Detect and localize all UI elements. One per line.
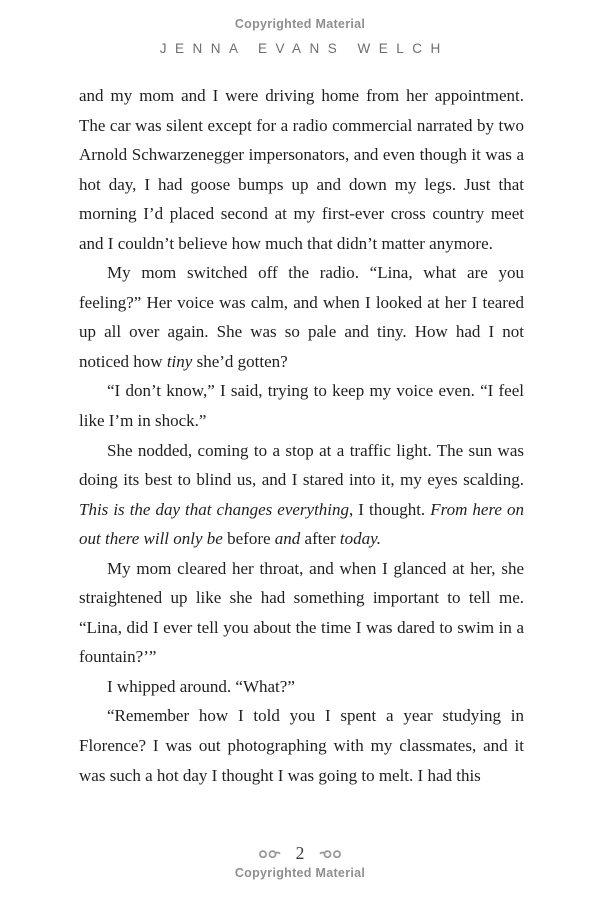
text-segment: and my mom and I were driving home from her appointment. The car was silent except for a radio commercial narrated by two Arnold Schwarzenegger impersonators, and even though it was a hot day, I had goose bumps up and down my legs. Just that morning I’d placed second at my first-ever cross country meet and I couldn’t believe how much that didn’t matter anymore. [79, 86, 524, 253]
paragraph [79, 554, 524, 672]
author-name-header: JENNA EVANS WELCH [159, 41, 449, 56]
paragraph [79, 81, 524, 258]
text-segment: She nodded, coming to a stop at a traffic light. The sun was doing its best to blind us, and I stared into it, my eyes scalding. [79, 440, 524, 490]
text-segment: My mom cleared her throat, and when I glanced at her, she straightened up like she had something important to tell me. “Lina, did I ever tell you about the time I was dared to swim in a fountain?’” [79, 558, 524, 667]
text-segment: , I thought. [349, 499, 431, 519]
copyright-notice-bottom: Copyrighted Material [234, 866, 366, 880]
text-segment: she’d gotten? [192, 351, 288, 371]
page-number: 2 [295, 843, 305, 863]
paragraph [79, 436, 524, 554]
text-segment: before [222, 529, 275, 549]
text-segment: after [300, 529, 340, 549]
text-segment: From here on out there will only be [79, 499, 524, 549]
text-segment: My mom switched off the radio. “Lina, what are you feeling?” Her voice was calm, and when I looked at her I teared up all over again. She was so pale and tiny. How had I not noticed how [79, 263, 524, 371]
page-footer [0, 843, 600, 864]
text-segment: and [274, 529, 301, 549]
paragraph [79, 672, 524, 702]
text-segment: This is the day that changes everything [79, 499, 350, 519]
text-segment: “Remember how I told you I spent a year studying in Florence? I was out photographing with my classmates, and it was such a hot day I thought I was going to melt. I had this [79, 706, 524, 785]
text-segment: I whipped around. “What?” [107, 676, 295, 696]
flourish-ornament-icon [257, 849, 281, 859]
text-segment: “I don’t know,” I said, trying to keep my voice even. “I feel like I’m in shock.” [79, 381, 524, 431]
paragraph [79, 701, 524, 790]
paragraph [79, 258, 524, 376]
text-segment: today. [339, 529, 382, 549]
text-segment: tiny [166, 351, 193, 371]
copyright-notice-top: Copyrighted Material [234, 17, 366, 31]
flourish-ornament-icon [319, 849, 343, 859]
body-text [79, 81, 524, 790]
paragraph [79, 376, 524, 435]
